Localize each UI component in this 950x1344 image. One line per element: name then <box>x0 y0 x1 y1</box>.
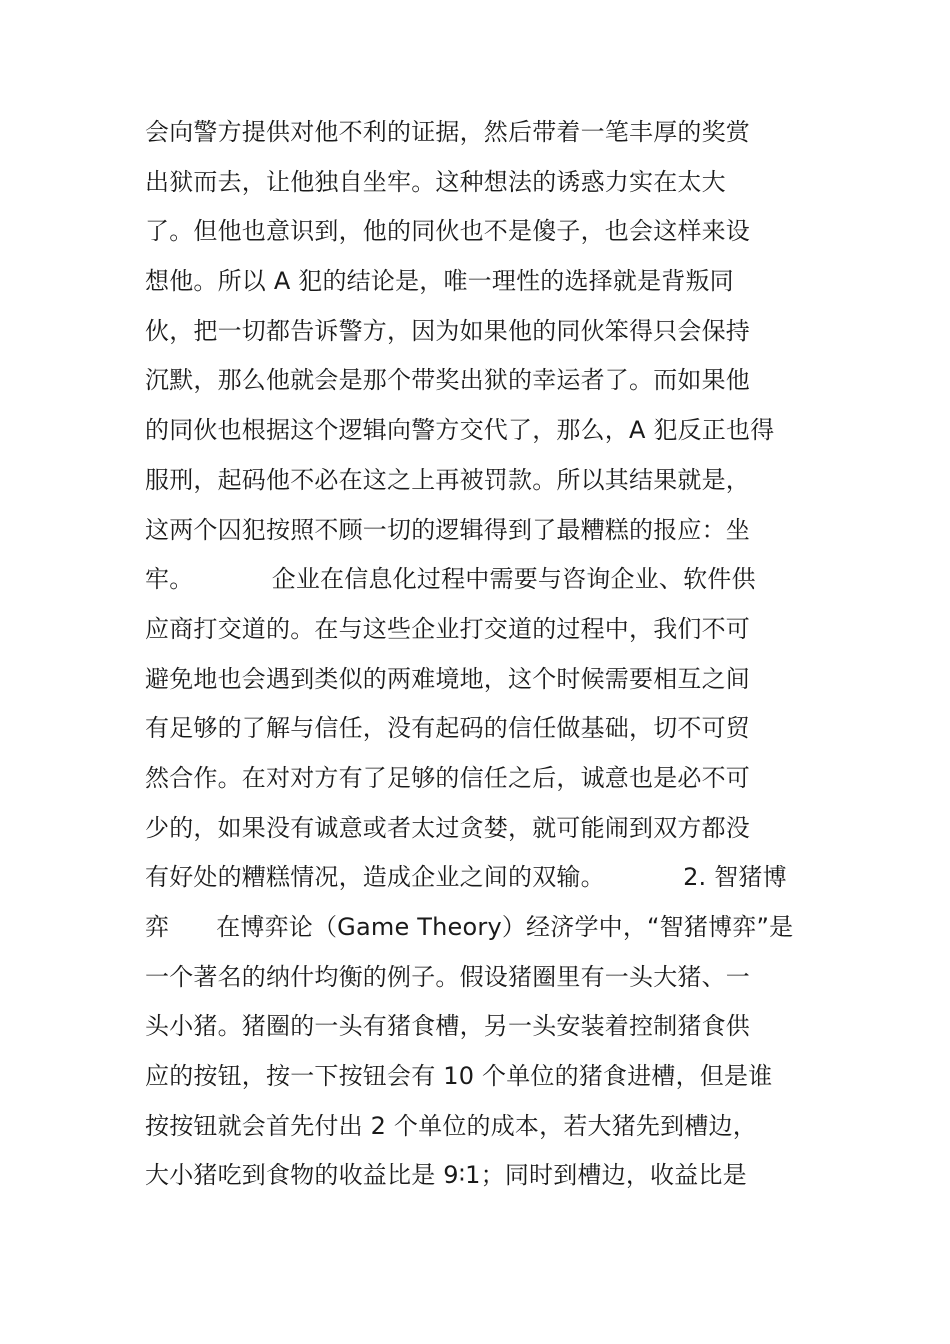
text-line: 沉默，那么他就会是那个带奖出狱的幸运者了。而如果他 <box>145 366 750 395</box>
text-line: 按按钮就会首先付出 2 个单位的成本，若大猪先到槽边， <box>145 1111 757 1140</box>
text-line: 少的，如果没有诚意或者太过贪婪，就可能闹到双方都没 <box>145 813 750 842</box>
text-line: 应商打交道的。在与这些企业打交道的过程中，我们不可 <box>145 614 750 643</box>
text-line: 出狱而去，让他独自坐牢。这种想法的诱惑力实在太大 <box>145 167 726 196</box>
text-line: 想他。所以 A 犯的结论是，唯一理性的选择就是背叛同 <box>145 267 734 296</box>
text-line: 然合作。在对对方有了足够的信任之后，诚意也是必不可 <box>145 763 750 792</box>
text-line: 大小猪吃到食物的收益比是 9∶1；同时到槽边，收益比是 <box>145 1161 747 1190</box>
text-line: 服刑，起码他不必在这之上再被罚款。所以其结果就是， <box>145 465 750 494</box>
text-line: 头小猪。猪圈的一头有猪食槽，另一头安装着控制猪食供 <box>145 1012 750 1041</box>
text-line: 一个著名的纳什均衡的例子。假设猪圈里有一头大猪、一 <box>145 962 750 991</box>
text-line: 牢。 企业在信息化过程中需要与咨询企业、软件供 <box>145 565 756 594</box>
text-line: 有足够的了解与信任，没有起码的信任做基础，切不可贸 <box>145 714 750 743</box>
text-line: 会向警方提供对他不利的证据，然后带着一笔丰厚的奖赏 <box>145 118 750 146</box>
text-line: 有好处的糟糕情况，造成企业之间的双输。 2. 智猪博 <box>145 863 787 892</box>
text-line: 的同伙也根据这个逻辑向警方交代了，那么，A 犯反正也得 <box>145 416 775 445</box>
text-line: 伙，把一切都告诉警方，因为如果他的同伙笨得只会保持 <box>145 316 750 345</box>
text-line: 了。但他也意识到，他的同伙也不是傻子，也会这样来设 <box>145 217 750 246</box>
text-line: 避免地也会遇到类似的两难境地，这个时候需要相互之间 <box>145 664 750 693</box>
body-text <box>145 108 825 1201</box>
text-line: 这两个囚犯按照不顾一切的逻辑得到了最糟糕的报应：坐 <box>145 515 750 544</box>
text-line: 弈 在博弈论（Game Theory）经济学中，“智猪博弈”是 <box>145 913 794 941</box>
text-line: 应的按钮，按一下按钮会有 10 个单位的猪食进槽，但是谁 <box>145 1062 773 1091</box>
